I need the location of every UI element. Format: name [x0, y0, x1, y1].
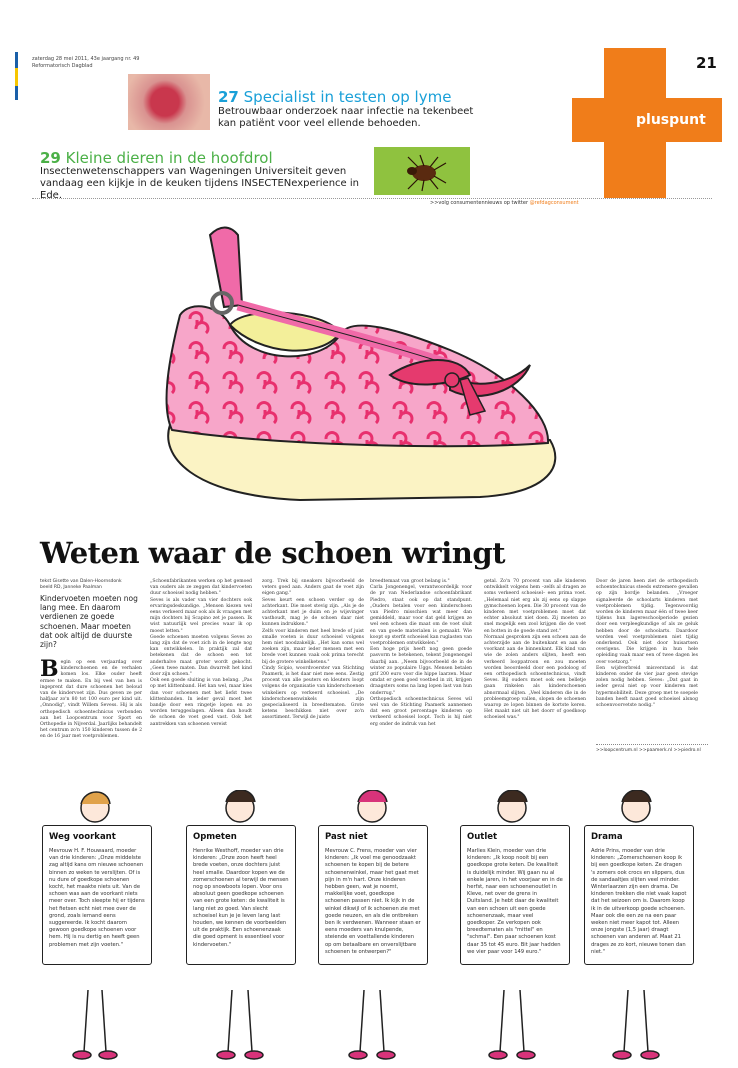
twitter-promo[interactable] [430, 200, 579, 206]
teaser-title-text: Kleine dieren in de hoofdrol [65, 149, 273, 167]
column-divider [596, 744, 708, 745]
quote-sign-1 [42, 825, 152, 965]
tick-icon [374, 147, 470, 195]
column-text: egin op een verjaardag over kinderschoenen en de verhalen komen los. Elke ouder heeft ermee te maken. En bij veel van hen is ingeprent dat dure schoenen het beloud van de kindervoet zijn. Dus geven ze per halfjaar zo'n 80 tot 100 euro per kind uit. „Onnodig", vindt Willem Sevess. Hij is als orthopedisch schoentechnicus verbonden aan het Loopcentrum voor Sport en Orthopedie in Nijverdal. Jaarlijks behandelt het centrum zo'n 150 kinderen tussen de 2 en de 16 jaar met voetproblemen. [40, 660, 142, 740]
teaser-title-insects[interactable] [40, 149, 273, 167]
sign-title: Outlet [467, 832, 498, 842]
masthead-accent-bar-yellow [15, 68, 18, 86]
teaser-title-lyme[interactable] [218, 88, 451, 106]
article-links[interactable]: >>loopcentrum.nl >>paamerk.nl >>piedro.nl [596, 748, 701, 753]
skin-rash-image [128, 74, 210, 130]
sign-text: Marlies Klein, moeder van drie kinderen: „Ik koop nooit bij een goedkope grote keten. De kwaliteit is duidelijk minder. Wij gaan nu al enkele jaren, in het voorjaar en in de herfst, naar een schoenenoutlet in Kleve, net over de grens in Duitsland. Je hebt daar de kwaliteit van een schoen uit een goede schoenenzaak, maar veel goedkoper. Ze verkopen ook breedtematen als "mittel" en "schmal". Een paar schoenen kost daar 35 tot 45 euro. Bit jaar hadden we vier paar voor 149 euro." [467, 848, 563, 955]
quote-sign-3 [318, 825, 428, 965]
teaser-text-lyme: Betrouwbaar onderzoek naar infectie na tekenbeet kan patiënt voor veel ellende behoeden. [218, 106, 474, 129]
sign-text: Henrike Westhoff, moeder van drie kinderen: „Onze zoon heeft heel brede voeten, onze dochters juist heel smalle. Daardoor kopen we de zomerschoenen al terwijl de mensen nog op snowboots lopen. Voor ons absoluut geen goedkope schoenen van een grote keten: de kwaliteit is lang niet zo goed. Van slecht schoeisel kun je je leven lang last houden, we kennen de voorbeelden uit de praktijk. Een schoenenzaak die goed opment is essentieel voor kindervoeten." [193, 848, 289, 948]
article-column-6: Door de jaren heen ziet de orthopedisch schoentechnicus steeds extremere gevallen op zijn bordje belanden. „Vroeger signaleerde de schoolarts kinderen met voetproblemen tijdig. Tegenwoordig worden de kinderen maar één of twee keer tijdens hun lagereschoolperiode gezien door een verpleegkundige of als ze geluk hebben door de schoolarts. Daardoor worden veel voetproblemen niet tijdig onderkend. Ook niet door huisartsen overigens. Die krijgen in hun hele opleiding vaak maar een of twee dagen les over voetzorg." Een wijdverbreid misverstand is dat kinderen onder de vier jaar geen stevige zolen nodig hebben. Seves: „Dat gaat in ieder geval niet op voor kinderen met hypermobiliteit. Deze groep met te soepele banden heeft naast goed schoeisel alsnog schoenvoorvetste nodig." [596, 579, 698, 709]
sign-title: Opmeten [193, 832, 237, 842]
article-column-4: breedtemaat van groot belang is." Carla Jongenengel, verantwoordelijk voor de pr van Nederlandse schoenfabrikant Piedro, staat ook op dat standpunt. „Ouders betalen voor een kinderschoen van Piedro misschien wat meer dan gemiddeld, maar voor dat geld krijgen ze wel een schoen die maat om de voet sluit en van goede materialen is gemaakt. Wie koopt op sterfit schoeisel kan ruglasten van voetproblemen ontwikkelen." Een hoge prijs heeft nog geen goede pasvorm te betekenen, tekent Jongenengel daarbij aan. „Neem bijvoorbeeld de in de winter zo populaire Uggs. Mensen betalen grif 200 euro voor die hippe laarzen. Maar omdat er geen goed voetbed in zit, krijgen draagsters soms na lang lopen last van hun onderrug." Orthopedisch schoentechnicus Seves wil wel van de Stichting Paamerk aannemen dat een groot percentage kinderen op verkeerd schoeisel loopt. Toch is hij niet erg onder de indruk van het [370, 579, 472, 727]
twitter-handle: @refdagconsument [529, 200, 579, 206]
tick-insect-image [374, 147, 470, 195]
article-column-2: „Schoenfabrikanten werken op het gemoed van ouders als ze zeggen dat kindervoeten duur schoeisel nodig hebben." Seves is als vader van vier dochters ook ervaringsdeskundige. „Mensen kiezen wel eens verkeerd maar ook als ik vraagen met mijn dochters bij Scapino zet je passen. Ik wist natuurlijk wel precies waar ik op moest letten." Goede schoenen moeten volgens Seves zo lang zijn dat de voet zich in de lengte nog kan ontwikkelen. In praktijk zal dat betekenen dat de schoen een tot anderhalve maat groter wordt gekocht. „Geen twee maten. Dan dwarrelt het kind door zijn schoen." Ook een goede sluiting is van belang. „Pas op met klittenband. Het kan wel, maar kies dan voor schoenen met het liefst twee klittenbanden. In ieder geval moet het bandje door een ringetje lopen en zo worden teruggeslagen. Alleen dan houdt de schoen de voet goed vast. Ook het aantrekken van schoenen vereist [150, 579, 252, 727]
sign-title: Past niet [325, 832, 368, 842]
sign-text: Adrie Prins, moeder van drie kinderen: „Zomerschoenen koop ik bij een goedkope keten. Ze dragen 's zomers ook crocs en slippers, dus de sandaaltjes slijten veel minder. Winterlaarzen zijn een drama. De kinderen trekken die niet vaak kapot dat het seizoen om is. Daarom koop ik in de uitverkoop goede schoenen. Maar ook die een ze na een paar weken niet meer kapot tot. Alleen onze jongste (1,5 jaar) draagt schoenen van anderen af. Maat 21 drages ze zo kort, nieuwe tonen dan niet." [591, 848, 687, 955]
sign-title: Weg voorkant [49, 832, 116, 842]
divider [32, 198, 712, 199]
drop-cap: B [40, 656, 59, 682]
teaser-text-insects: Insectenwetenschappers van Wageningen Universiteit geven vandaag een kijkje in de keuken tijdens INSECTENexperience in Ede. [40, 166, 359, 201]
teaser-page-number: 27 [218, 88, 239, 106]
masthead-date: zaterdag 28 mei 2011, 43e jaargang nr. 49 [32, 56, 140, 62]
quote-sign-4 [460, 825, 570, 965]
page-number: 21 [696, 54, 717, 72]
article-intro: Kindervoeten moeten nog lang mee. En daarom verdienen ze goede schoenen. Maar moeten dat ook altijd de duurste zijn? [40, 594, 138, 650]
article-headline: Weten waar de schoen wringt [40, 536, 505, 570]
article-column-3: zorg. Trek bij sneakers bijvoorbeeld de veters goed aan. Anders gaat de voet zijn eigen gang." Seves keurt een schoen verder op de achterkant. Die moet stevig zijn. „Als je de achterkant met je duim en je wijsvinger vasthoudt, mag je de schoen daar niet kunnen indrukken." Zelfs voor kinderen met heel brede of juist smalle voeten is duur schoeisel volgens hem niet noodzakelijk. „Het kan soms wel zoeken zijn, maar ieder mensen met een brede voet kunnen vaak ook prima terecht bij de grotere winkelketens." Cindy Scipio, woordvoerster van Stichting Paamerk, is het daar niet mee eens. Zestig procent van alle peuters en kleuters loopt volgens de organisatie van kinderschoenen winkeliers op verkeerd schoeisel. „De kinderschoenenwinkels zijn gespecialiseerd in breedtematen. Grote ketens beschikken niet over zo'n assortiment. Terwijl de juiste [262, 579, 364, 721]
masthead-paper: Reformatorisch Dagblad [32, 63, 93, 69]
quote-sign-5 [584, 825, 694, 965]
section-title: pluspunt [636, 112, 706, 128]
shoe-illustration [150, 215, 570, 525]
twitter-prefix: >>volg consumentennieuws op twitter [430, 200, 529, 206]
teaser-title-text: Specialist in testen op lyme [243, 88, 452, 106]
teaser-page-number: 29 [40, 149, 61, 167]
sign-text: Mevrouw C. Frens, moeder van vier kinderen: „Ik voel me genoodzaakt schoenen te kopen bij de betere schoenenwinkel, maar het gaat met pijn in m'n hart. Onze kinderen hebben geen, wat je noemt, makkelijke voet, goedkope schoenen passen niet. Ik kijk in de winkel dikwijl of ik schoenen zie met goede neuzen, en als die ontbreken ben ik verdwenen. Wanneer staan er eens moeders van knulpende, steiende en voettallende kinderen op om betaalbare en onverslijtbare schoenen te ontwerpen?" [325, 848, 421, 955]
quote-sign-2 [186, 825, 296, 965]
article-byline: tekst Gisette van Dalen-Hoornsdonk beeld RD, Janneke Paalman [40, 579, 122, 590]
sign-title: Drama [591, 832, 623, 842]
article-column-1 [40, 656, 142, 741]
article-column-5: getal. Zo'n 70 procent van alle kinderen ontwikkelt volgens hem –zelfs al dragen ze soms verkeerd schoeisel– een prima voet. „Helemaal niet erg als zij eens op slappe gymschoenen lopen. Die 30 procent van de kinderen met voetproblemen moet dat echter absoluut niet doen. Zij moeten zo snel mogelijk een zool krijgen die de voet en botten in de goede stand zet." Normaal gesproken zijn een schoen aan de achterzijde aan de buitenkant en aan de voorkant aan de binnenkant. Elk kind van wie de zolen anders slijten, heeft een verkeerd looppatroon en zou moeten worden beoordeeld door een podoloog of een orthopedisch schoentechnicus, vindt Seves. Bij ouders moet ook een belletje gaan rinkelen als kinderschoenen abnormaal slijten. „Veel kinderen die in de probleemgroep vallen, slopen de schoenen waarop ze lopen binnen de kortste keren. Het maakt niet uit het doorr of goedkoop schoeisel was." [484, 579, 586, 721]
masthead [32, 56, 139, 70]
sign-text: Mevrouw H. F. Houwaard, moeder van drie kinderen: „Onze middelste zag altijd kans om nieuwe schoenen binnen zo weken te verslijten. Of is nu dure of goedkope schoenen kocht, het maakte niets uit. Van de schoen was aan de voorkant niets meer over. Toch sleepte hij er tijdens het fietsen echt niet mee over de grond, zoals iemand eens suggereerde. Ik kocht daarom gewoon goedkope schoenen voor hem. Hij is nu dertig en heeft geen problemen met zijn voeten." [49, 848, 145, 948]
